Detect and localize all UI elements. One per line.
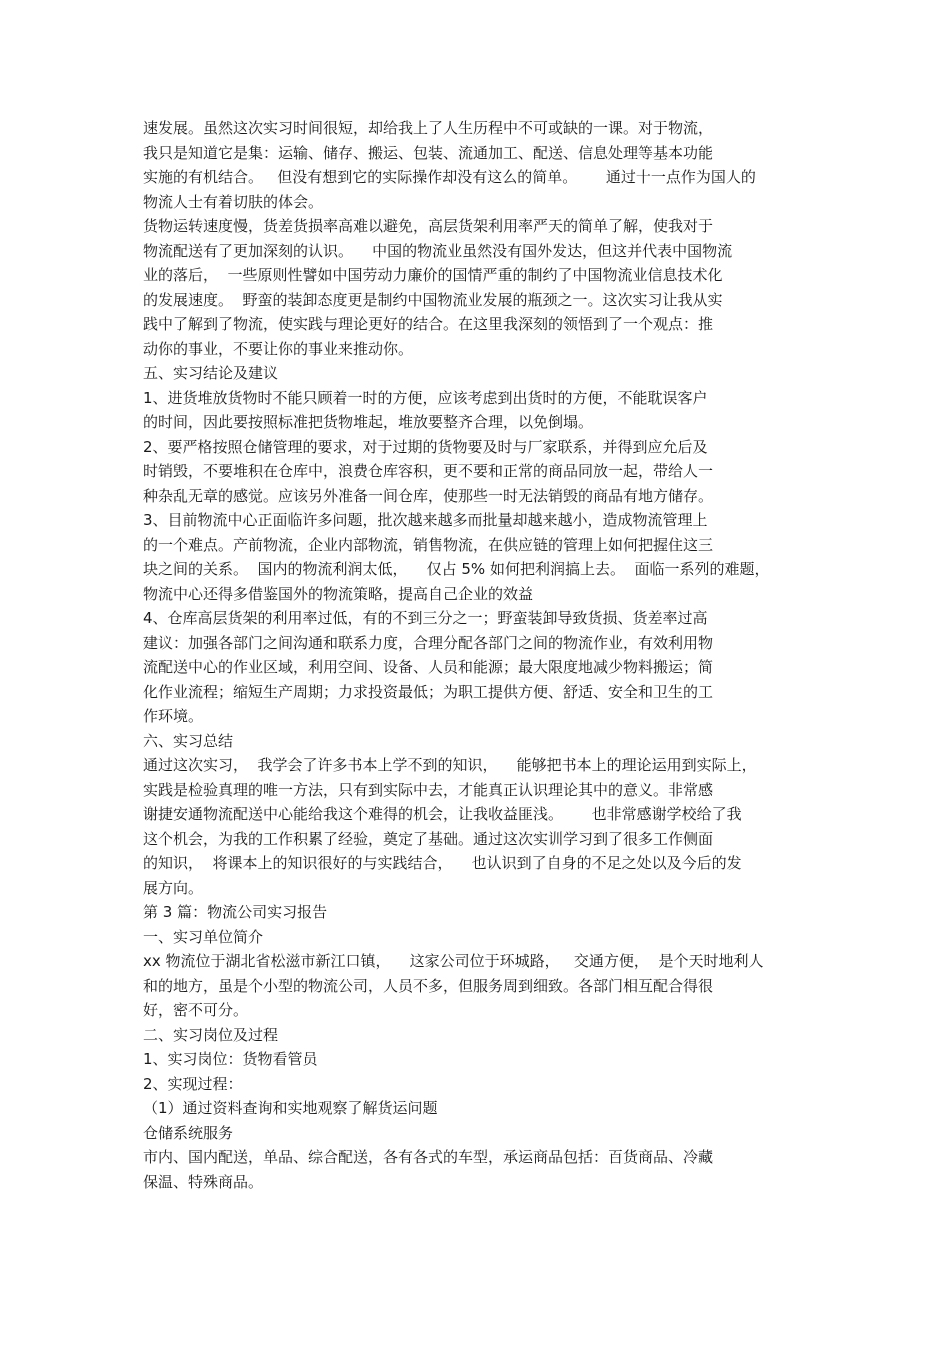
section-heading: 六、实习总结: [143, 731, 234, 750]
text-line: 仓储系统服务: [143, 1123, 234, 1142]
text-line: 展方向。: [143, 878, 204, 897]
section-heading: 五、实习结论及建议: [143, 364, 279, 382]
text-line: 时销毁，不要堆积在仓库中，浪费仓库容积，更不要和正常的商品同放一起，带给人一: [143, 462, 714, 480]
text-line: 谢捷安通物流配送中心能给我这个难得的机会，让我收益匪浅。 也非常感谢学校给了我: [143, 805, 742, 823]
document-body: [143, 116, 803, 1194]
text-line: 市内、国内配送，单品、综合配送，各有各式的车型，承运商品包括：百货商品、冷藏: [143, 1148, 714, 1166]
text-line: 种杂乱无章的感觉。应该另外准备一间仓库，使那些一时无法销毁的商品有地方储存。: [143, 486, 714, 505]
text-line: 2、实现过程：: [143, 1074, 243, 1093]
text-line: 物流中心还得多借鉴国外的物流策略，提高自己企业的效益: [143, 584, 534, 603]
text-line: 的时间，因此要按照标准把货物堆起，堆放要整齐合理，以免倒塌。: [143, 413, 594, 431]
text-line: 物流配送有了更加深刻的认识。 中国的物流业虽然没有国外发达，但这并代表中国物流: [143, 241, 733, 260]
text-line: 实践是检验真理的唯一方法，只有到实际中去，才能真正认识理论其中的意义。非常感: [143, 780, 714, 799]
text-line: 动你的事业，不要让你的事业来推动你。: [143, 339, 414, 358]
chapter-heading: 第 3 篇：物流公司实习报告: [143, 903, 328, 921]
section-heading: 一、实习单位简介: [143, 927, 264, 946]
text-line: 块之间的关系。 国内的物流利润太低， 仅占 5% 如何把利润搞上去。 面临一系列的难题，: [143, 560, 770, 578]
text-line: 通过这次实习， 我学会了许多书本上学不到的知识， 能够把书本上的理论运用到实际上，: [143, 756, 757, 774]
text-line: 的一个难点。产前物流，企业内部物流，销售物流，在供应链的管理上如何把握住这三: [143, 535, 714, 554]
text-line: 4、仓库高层货架的利用率过低，有的不到三分之一；野蛮装卸导致货损、货差率过高: [143, 609, 708, 627]
text-line: （1）通过资料查询和实地观察了解货运问题: [143, 1099, 438, 1117]
text-line: 3、目前物流中心正面临许多问题，批次越来越多而批量却越来越小，造成物流管理上: [143, 511, 708, 529]
text-line: 2、要严格按照仓储管理的要求，对于过期的货物要及时与厂家联系，并得到应允后及: [143, 437, 708, 456]
text-line: 保温、特殊商品。: [143, 1172, 264, 1191]
text-line: 业的落后， 一些原则性譬如中国劳动力廉价的国情严重的制约了中国物流业信息技术化: [143, 266, 723, 284]
text-line: 践中了解到了物流，使实践与理论更好的结合。在这里我深刻的领悟到了一个观点：推: [143, 315, 714, 333]
text-line: 化作业流程；缩短生产周期；力求投资最低；为职工提供方便、舒适、安全和卫生的工: [143, 682, 714, 701]
text-line: 流配送中心的作业区域，利用空间、设备、人员和能源；最大限度地减少物料搬运；简: [143, 658, 714, 676]
text-line: 实施的有机结合。 但没有想到它的实际操作却没有这么的简单。 通过十一点作为国人的: [143, 168, 756, 186]
text-line: 好，密不可分。: [143, 1001, 249, 1019]
text-line: 我只是知道它是集：运输、储存、搬运、包装、流通加工、配送、信息处理等基本功能: [143, 143, 714, 162]
text-line: 这个机会，为我的工作积累了经验，奠定了基础。通过这次实训学习到了很多工作侧面: [143, 829, 714, 848]
text-line: 和的地方，虽是个小型的物流公司，人员不多，但服务周到细致。各部门相互配合得很: [143, 976, 714, 995]
section-heading: 二、实习岗位及过程: [143, 1025, 279, 1044]
text-line: 建议：加强各部门之间沟通和联系力度，合理分配各部门之间的物流作业，有效利用物: [143, 633, 714, 652]
text-line: 货物运转速度慢，货差货损率高难以避免，高层货架利用率严天的简单了解，使我对于: [143, 217, 714, 235]
text-line: xx 物流位于湖北省松滋市新江口镇， 这家公司位于环城路， 交通方便， 是个天时地利人: [143, 952, 764, 970]
text-line: 作环境。: [143, 707, 204, 725]
text-line: 物流人士有着切肤的体会。: [143, 192, 324, 211]
text-line: 的发展速度。 野蛮的装卸态度更是制约中国物流业发展的瓶颈之一。这次实习让我从实: [143, 290, 723, 309]
text-line: 1、进货堆放货物时不能只顾着一时的方便，应该考虑到出货时的方便，不能耽误客户: [143, 388, 708, 407]
text-line: 1、实习岗位：货物看管员: [143, 1050, 318, 1068]
text-line: 速发展。虽然这次实习时间很短，却给我上了人生历程中不可或缺的一课。对于物流，: [143, 119, 714, 137]
text-line: 的知识， 将课本上的知识很好的与实践结合， 也认识到了自身的不足之处以及今后的发: [143, 854, 742, 872]
